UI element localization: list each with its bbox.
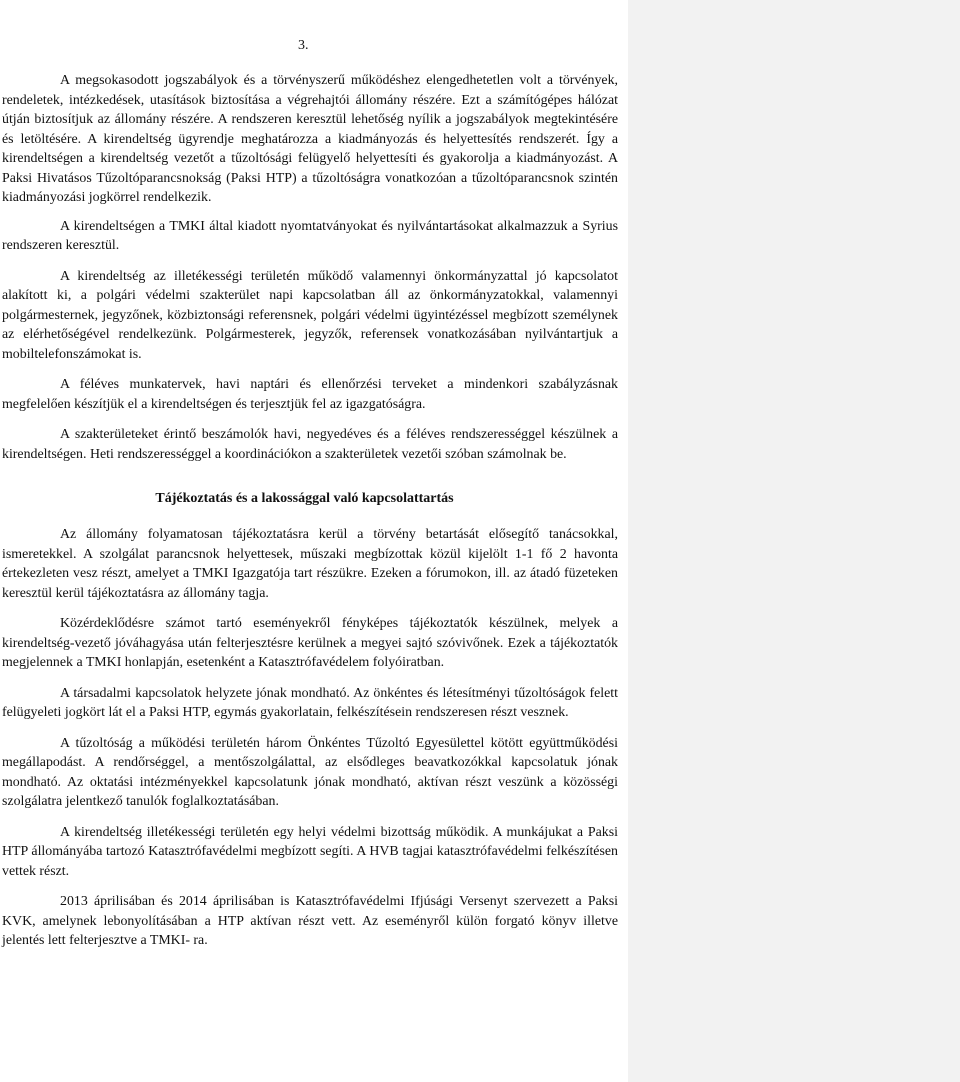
paragraph-beszamolok: A szakterületeket érintő beszámolók havi, negyedéves és a féléves rendszerességgel készülnek a kirendeltségen. Heti rendszerességgel a koordinációkon a szakterületek vezetői szóban számolnak be. <box>2 427 618 462</box>
section-title: Tájékoztatás és a lakossággal való kapcsolattartás <box>155 491 454 506</box>
comment-margin-pane <box>628 0 960 1082</box>
paragraph-nyomtatvanyok: A kirendeltségen a TMKI által kiadott nyomtatványokat és nyilvántartásokat alkalmazzuk a Syrius rendszeren keresztül. <box>2 218 618 253</box>
page-number: 3. <box>298 38 309 53</box>
paragraph-sajto: Közérdeklődésre számot tartó eseményekről fényképes tájékoztatók készülnek, melyek a kirendeltség-vezető jóváhagyása után felterjesztésre kerülnek a megyei sajtó szóvivőnek. Ezek a tájékoztatók megjelennek a TMKI honlapján, esetenként a Katasztrófavédelem folyóiratban. <box>2 616 618 670</box>
paragraph-munkatervek: A féléves munkatervek, havi naptári és ellenőrzési terveket a mindenkori szabályzásnak megfelelően készítjük el a kirendeltségen és terjesztjük fel az igazgatóságra. <box>2 377 618 412</box>
paragraph-onkormanyzatok: A kirendeltség az illetékességi területén működő valamennyi önkormányzattal jó kapcsolatot alakított ki, a polgári védelmi szakterület napi kapcsolatban áll az önkormányzatokkal, valamennyi polgármesternek, jegyzőnek, közbiztonsági referensnek, polgári védelmi ügyintézéssel megbízott személynek az elérhetőségével rendelkezünk. Polgármesterek, jegyzők, referensek vonatkozásában nyilvántartjuk a mobiltelefonszámokat is. <box>2 268 618 362</box>
paragraph-ifjusagi-verseny: 2013 áprilisában és 2014 áprilisában is Katasztrófavédelmi Ifjúsági Versenyt szervezett a Paksi KVK, amelynek lebonyolításában a HTP aktívan részt vett. Az eseményről külön forgató könyv illetve jelentés lett felterjesztve a TMKI- ra. <box>2 894 618 948</box>
paragraph-egyuttmukodes: A tűzoltóság a működési területén három Önkéntes Tűzoltó Egyesülettel kötött együttműködési megállapodást. A rendőrséggel, a mentőszolgálattal, az elsődleges beavatkozókkal kapcsolatuk jónak mondható. Az oktatási intézményekkel kapcsolatunk jónak mondható, aktívan részt veszünk a közösségi szolgálatra jelentkező tanulók foglalkoztatásában. <box>2 735 618 809</box>
paragraph-hvb: A kirendeltség illetékességi területén egy helyi védelmi bizottság működik. A munkájukat a Paksi HTP állományába tartozó Katasztrófavédelmi megbízott segíti. A HVB tagjai katasztrófavédelmi felkészítésen vettek részt. <box>2 824 618 879</box>
paragraph-jogszabalyok: A megsokasodott jogszabályok és a törvényszerű működéshez elengedhetetlen volt a törvények, rendeletek, intézkedések, utasítások biztosítása a végrehajtói állomány részére. Ezt a számítógépes hálózat útján biztosítjuk az állomány részére. A rendszeren keresztül lehetőség nyílik a jogszabályok megtekintésére és letöltésére. A kirendeltség ügyrendje meghatározza a kiadmányozás és helyettesítés rendszerét. Így a kirendeltségen a kirendeltség vezetőt a tűzoltósági felügyelő helyettesíti és gyakorolja a kiadmányozást. A Paksi Hivatásos Tűzoltóparancsnokság (Paksi HTP) a tűzoltóságra vonatkozóan a tűzoltóparancsnok szintén kiadmányozási jogkörrel rendelkezik. <box>2 73 618 205</box>
document-body <box>2 71 618 951</box>
paragraph-tajekoztatas: Az állomány folyamatosan tájékoztatásra kerül a törvény betartását elősegítő tanácsokkal, ismeretekkel. A szolgálat parancsnok helyettesek, műszaki megbízottak közül kijelölt 1-1 fő 2 havonta értekezleten vesz részt, amelyet a TMKI Igazgatója tart részükre. Ezeken a fórumokon, ill. az átadó füzeteken keresztül kerül tájékoztatásra az állomány tagja. <box>2 527 618 601</box>
paragraph-tarsadalmi-kapcsolatok: A társadalmi kapcsolatok helyzete jónak mondható. Az önkéntes és létesítményi tűzoltóságok felett felügyeleti jogkört lát el a Paksi HTP, egymás gyakorlatain, felkészítésein rendszeresen részt vesznek. <box>2 685 618 720</box>
